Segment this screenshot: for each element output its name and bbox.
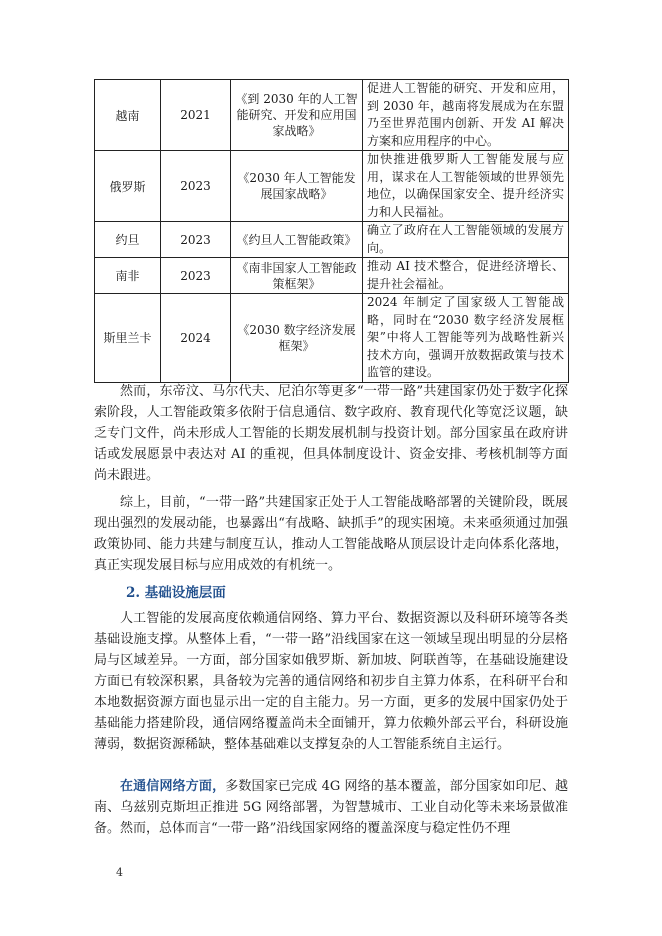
description-cell: 2024 年制定了国家级人工智能战略，同时在“2030 数字经济发展框架”中将人工智能等列为战略性新兴技术方向，强调开放数据政策与技术监管的建设。 <box>363 294 569 383</box>
document-cell: 《2030 年人工智能发展国家战略》 <box>231 151 363 222</box>
document-cell: 《约旦人工智能政策》 <box>231 222 363 258</box>
description-cell: 加快推进俄罗斯人工智能发展与应用，谋求在人工智能领域的世界领先地位，以确保国家安全、提升经济实力和人民福祉。 <box>363 151 569 222</box>
country-cell: 南非 <box>95 258 161 294</box>
table-row <box>95 80 569 151</box>
year-cell: 2021 <box>161 80 231 151</box>
document-cell: 《南非国家人工智能政策框架》 <box>231 258 363 294</box>
description-cell: 推动 AI 技术整合，促进经济增长、提升社会福祉。 <box>363 258 569 294</box>
paragraph-communication-network <box>94 776 568 839</box>
document-cell: 《2030 数字经济发展框架》 <box>231 294 363 383</box>
page-number: 4 <box>116 866 123 879</box>
table-row <box>95 151 569 222</box>
description-cell: 促进人工智能的研究、开发和应用，到 2030 年，越南将发展成为在东盟乃至世界范围内创新、开发 AI 解决方案和应用程序的中心。 <box>363 80 569 151</box>
section-heading: 2. 基础设施层面 <box>126 585 226 601</box>
paragraph-summary: 综上，目前，“一带一路”共建国家正处于人工智能战略部署的关键阶段，既展现出强烈的发展动能，也暴露出“有战略、缺抓手”的现实困境。未来亟须通过加强政策协同、能力共建与制度互认，推动人工智能战略从顶层设计走向体系化落地，真正实现发展目标与应用成效的有机统一。 <box>94 495 568 573</box>
year-cell: 2023 <box>161 222 231 258</box>
paragraph-infrastructure: 人工智能的发展高度依赖通信网络、算力平台、数据资源以及科研环境等各类基础设施支撑。从整体上看，“一带一路”沿线国家在这一领域呈现出明显的分层格局与区域差异。一方面，部分国家如俄罗斯、新加坡、阿联酋等，在基础设施建设方面已有较深积累，具备较为完善的通信网络和初步自主算力体系，在科研平台和本地数据资源方面也显示出一定的自主能力。另一方面，更多的发展中国家仍处于基础能力搭建阶段，通信网络覆盖尚未全面铺开，算力依赖外部云平台，科研设施薄弱，数据资源稀缺，整体基础难以支撑复杂的人工智能系统自主运行。 <box>94 611 568 752</box>
table-row <box>95 222 569 258</box>
year-cell: 2023 <box>161 151 231 222</box>
paragraph-text: 多数国家已完成 4G 网络的基本覆盖，部分国家如印尼、越南、乌兹别克斯坦正推进 5G 网络部署，为智慧城市、工业自动化等未来场景做准备。然而，总体而言“一带一路”沿线国家网络的覆盖深度与稳定性仍不理 <box>94 779 568 836</box>
year-cell: 2024 <box>161 294 231 383</box>
description-cell: 确立了政府在人工智能领域的发展方向。 <box>363 222 569 258</box>
country-cell: 斯里兰卡 <box>95 294 161 383</box>
country-cell: 越南 <box>95 80 161 151</box>
table-row <box>95 258 569 294</box>
table-row <box>95 294 569 383</box>
highlight-phrase: 在通信网络方面， <box>120 779 226 794</box>
year-cell: 2023 <box>161 258 231 294</box>
country-cell: 约旦 <box>95 222 161 258</box>
country-cell: 俄罗斯 <box>95 151 161 222</box>
document-cell: 《到 2030 年的人工智能研究、开发和应用国家战略》 <box>231 80 363 151</box>
ai-policy-table <box>94 79 569 383</box>
paragraph-digital-exploration: 然而，东帝汶、马尔代夫、尼泊尔等更多“一带一路”共建国家仍处于数字化探索阶段，人工智能政策多依附于信息通信、数字政府、教育现代化等宽泛议题，缺乏专门文件，尚未形成人工智能的长期发展机制与投资计划。部分国家虽在政府讲话或发展愿景中表达对 AI 的重视，但具体制度设计、资金安排、考核机制等方面尚未跟进。 <box>94 384 568 483</box>
